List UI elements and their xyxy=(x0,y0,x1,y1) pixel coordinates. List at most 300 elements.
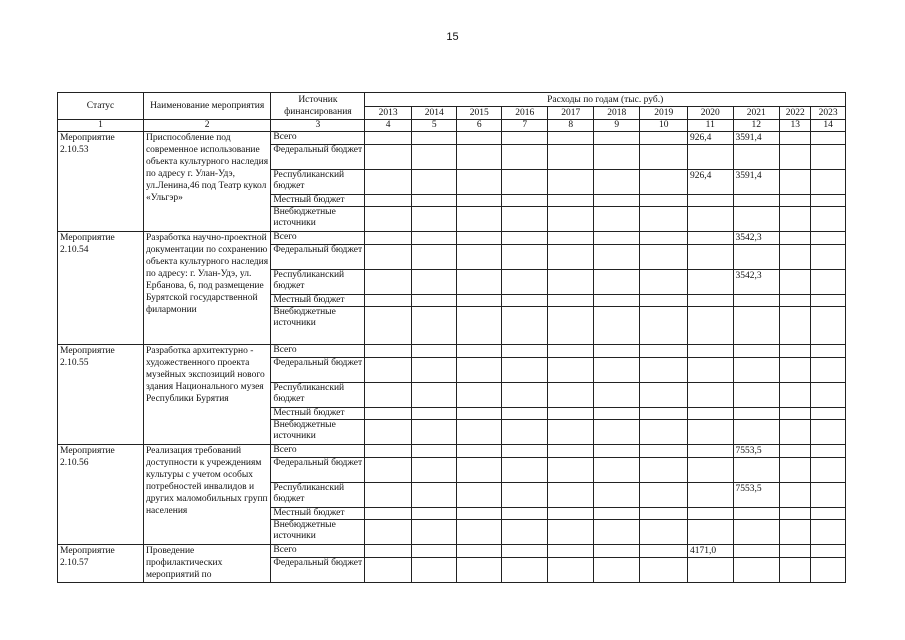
value-2020 xyxy=(688,307,734,345)
empty-value-cell xyxy=(780,383,811,408)
column-number: 5 xyxy=(411,120,457,132)
year-header: 2014 xyxy=(411,107,457,120)
funding-source: Всего xyxy=(271,132,365,145)
year-header: 2018 xyxy=(593,107,640,120)
empty-value-cell xyxy=(640,420,688,445)
value-2020 xyxy=(688,145,734,170)
empty-value-cell xyxy=(780,508,811,520)
year-header: 2017 xyxy=(548,107,594,120)
value-2021 xyxy=(733,195,780,207)
value-2021: 3591,4 xyxy=(733,170,780,195)
column-number: 2 xyxy=(143,120,270,132)
year-header: 2015 xyxy=(457,107,502,120)
source-header: Источник финансирования xyxy=(271,93,365,120)
value-2020 xyxy=(688,295,734,307)
empty-value-cell xyxy=(411,170,457,195)
empty-value-cell xyxy=(640,207,688,232)
value-2020 xyxy=(688,483,734,508)
empty-value-cell xyxy=(457,145,502,170)
empty-value-cell xyxy=(457,270,502,295)
value-2020 xyxy=(688,458,734,483)
empty-value-cell xyxy=(548,420,594,445)
event-status: Мероприятие 2.10.53 xyxy=(58,132,144,232)
empty-value-cell xyxy=(457,307,502,345)
empty-value-cell xyxy=(501,245,548,270)
empty-value-cell xyxy=(548,345,594,358)
event-name: Проведение профилактических мероприятий по xyxy=(143,545,270,583)
empty-value-cell xyxy=(501,545,548,558)
empty-value-cell xyxy=(811,520,846,545)
value-2021 xyxy=(733,508,780,520)
empty-value-cell xyxy=(365,483,412,508)
page-number: 15 xyxy=(446,31,459,43)
empty-value-cell xyxy=(411,232,457,245)
empty-value-cell xyxy=(640,295,688,307)
funding-source: Местный бюджет xyxy=(271,408,365,420)
empty-value-cell xyxy=(640,358,688,383)
value-2020 xyxy=(688,383,734,408)
event-name: Приспособление под современное использование объекта культурного наследия по адресу г. Улан-Удэ, ул.Ленина,46 под Театр кукол «Ульгэр» xyxy=(143,132,270,232)
empty-value-cell xyxy=(640,558,688,583)
empty-value-cell xyxy=(811,207,846,232)
column-numbers-row xyxy=(58,120,846,132)
empty-value-cell xyxy=(501,307,548,345)
value-2021: 7553,5 xyxy=(733,445,780,458)
empty-value-cell xyxy=(501,458,548,483)
empty-value-cell xyxy=(411,195,457,207)
value-2020 xyxy=(688,358,734,383)
column-number: 8 xyxy=(548,120,594,132)
empty-value-cell xyxy=(457,383,502,408)
empty-value-cell xyxy=(457,232,502,245)
column-number: 13 xyxy=(780,120,811,132)
empty-value-cell xyxy=(457,558,502,583)
column-number: 10 xyxy=(640,120,688,132)
empty-value-cell xyxy=(640,408,688,420)
table-row xyxy=(58,232,846,245)
empty-value-cell xyxy=(548,445,594,458)
expenses-table xyxy=(57,92,846,583)
event-name: Разработка архитектурно - художественного проекта музейных экспозиций нового здания Национального музея Республики Бурятия xyxy=(143,345,270,445)
value-2020: 4171,0 xyxy=(688,545,734,558)
empty-value-cell xyxy=(365,445,412,458)
column-number: 3 xyxy=(271,120,365,132)
empty-value-cell xyxy=(457,170,502,195)
value-2020 xyxy=(688,520,734,545)
empty-value-cell xyxy=(457,295,502,307)
empty-value-cell xyxy=(457,345,502,358)
empty-value-cell xyxy=(365,195,412,207)
empty-value-cell xyxy=(457,508,502,520)
empty-value-cell xyxy=(780,545,811,558)
empty-value-cell xyxy=(457,420,502,445)
empty-value-cell xyxy=(411,458,457,483)
value-2021 xyxy=(733,520,780,545)
empty-value-cell xyxy=(780,458,811,483)
value-2021 xyxy=(733,545,780,558)
year-header: 2020 xyxy=(688,107,734,120)
value-2021 xyxy=(733,245,780,270)
column-number: 11 xyxy=(688,120,734,132)
empty-value-cell xyxy=(640,145,688,170)
funding-source: Республиканский бюджет xyxy=(271,270,365,295)
event-status: Мероприятие 2.10.54 xyxy=(58,232,144,345)
empty-value-cell xyxy=(548,508,594,520)
value-2021 xyxy=(733,145,780,170)
funding-source: Республиканский бюджет xyxy=(271,170,365,195)
empty-value-cell xyxy=(501,345,548,358)
empty-value-cell xyxy=(457,358,502,383)
table-row xyxy=(58,545,846,558)
empty-value-cell xyxy=(780,558,811,583)
empty-value-cell xyxy=(811,445,846,458)
event-name: Реализация требований доступности к учреждениям культуры с учетом особых потребностей инвалидов и других маломобильных групп населения xyxy=(143,445,270,545)
empty-value-cell xyxy=(811,170,846,195)
empty-value-cell xyxy=(457,445,502,458)
empty-value-cell xyxy=(811,420,846,445)
event-status: Мероприятие 2.10.56 xyxy=(58,445,144,545)
empty-value-cell xyxy=(501,508,548,520)
empty-value-cell xyxy=(365,408,412,420)
empty-value-cell xyxy=(411,558,457,583)
value-2020 xyxy=(688,345,734,358)
empty-value-cell xyxy=(548,207,594,232)
empty-value-cell xyxy=(411,295,457,307)
empty-value-cell xyxy=(548,232,594,245)
value-2020 xyxy=(688,207,734,232)
empty-value-cell xyxy=(640,195,688,207)
empty-value-cell xyxy=(501,445,548,458)
funding-source: Внебюджетные источники xyxy=(271,420,365,445)
value-2021 xyxy=(733,358,780,383)
empty-value-cell xyxy=(780,195,811,207)
value-2020 xyxy=(688,408,734,420)
funding-source: Федеральный бюджет xyxy=(271,245,365,270)
funding-source: Внебюджетные источники xyxy=(271,520,365,545)
empty-value-cell xyxy=(365,558,412,583)
empty-value-cell xyxy=(365,458,412,483)
value-2021: 3542,3 xyxy=(733,270,780,295)
empty-value-cell xyxy=(640,345,688,358)
empty-value-cell xyxy=(811,483,846,508)
empty-value-cell xyxy=(811,458,846,483)
empty-value-cell xyxy=(411,207,457,232)
column-number: 7 xyxy=(501,120,548,132)
empty-value-cell xyxy=(501,520,548,545)
funding-source: Местный бюджет xyxy=(271,295,365,307)
funding-source: Всего xyxy=(271,232,365,245)
funding-source: Республиканский бюджет xyxy=(271,383,365,408)
header-row xyxy=(58,93,846,107)
empty-value-cell xyxy=(548,245,594,270)
empty-value-cell xyxy=(780,345,811,358)
empty-value-cell xyxy=(593,408,640,420)
empty-value-cell xyxy=(457,245,502,270)
empty-value-cell xyxy=(365,358,412,383)
empty-value-cell xyxy=(780,295,811,307)
empty-value-cell xyxy=(365,132,412,145)
empty-value-cell xyxy=(640,245,688,270)
year-header: 2023 xyxy=(811,107,846,120)
empty-value-cell xyxy=(593,483,640,508)
empty-value-cell xyxy=(640,545,688,558)
empty-value-cell xyxy=(640,458,688,483)
empty-value-cell xyxy=(811,508,846,520)
empty-value-cell xyxy=(548,358,594,383)
empty-value-cell xyxy=(811,232,846,245)
empty-value-cell xyxy=(457,195,502,207)
empty-value-cell xyxy=(411,445,457,458)
empty-value-cell xyxy=(780,145,811,170)
empty-value-cell xyxy=(593,358,640,383)
value-2021 xyxy=(733,307,780,345)
value-2021: 3542,3 xyxy=(733,232,780,245)
empty-value-cell xyxy=(811,545,846,558)
empty-value-cell xyxy=(501,207,548,232)
empty-value-cell xyxy=(780,207,811,232)
year-header: 2013 xyxy=(365,107,412,120)
value-2021 xyxy=(733,458,780,483)
empty-value-cell xyxy=(780,132,811,145)
empty-value-cell xyxy=(780,420,811,445)
empty-value-cell xyxy=(593,145,640,170)
empty-value-cell xyxy=(548,307,594,345)
empty-value-cell xyxy=(501,408,548,420)
empty-value-cell xyxy=(811,195,846,207)
status-header: Статус xyxy=(58,93,144,120)
value-2020 xyxy=(688,195,734,207)
table-row xyxy=(58,132,846,145)
empty-value-cell xyxy=(501,170,548,195)
value-2021 xyxy=(733,345,780,358)
empty-value-cell xyxy=(811,245,846,270)
empty-value-cell xyxy=(411,408,457,420)
table-row xyxy=(58,345,846,358)
year-header: 2021 xyxy=(733,107,780,120)
empty-value-cell xyxy=(780,445,811,458)
empty-value-cell xyxy=(780,520,811,545)
empty-value-cell xyxy=(640,132,688,145)
empty-value-cell xyxy=(501,383,548,408)
empty-value-cell xyxy=(365,245,412,270)
event-status: Мероприятие 2.10.57 xyxy=(58,545,144,583)
value-2021: 3591,4 xyxy=(733,132,780,145)
empty-value-cell xyxy=(640,508,688,520)
empty-value-cell xyxy=(593,270,640,295)
empty-value-cell xyxy=(548,458,594,483)
empty-value-cell xyxy=(411,145,457,170)
empty-value-cell xyxy=(548,408,594,420)
empty-value-cell xyxy=(593,170,640,195)
empty-value-cell xyxy=(411,270,457,295)
value-2020 xyxy=(688,245,734,270)
empty-value-cell xyxy=(501,132,548,145)
empty-value-cell xyxy=(593,458,640,483)
empty-value-cell xyxy=(811,383,846,408)
value-2020: 926,4 xyxy=(688,170,734,195)
empty-value-cell xyxy=(457,458,502,483)
column-number: 6 xyxy=(457,120,502,132)
empty-value-cell xyxy=(457,408,502,420)
empty-value-cell xyxy=(457,520,502,545)
empty-value-cell xyxy=(811,145,846,170)
empty-value-cell xyxy=(780,408,811,420)
empty-value-cell xyxy=(780,232,811,245)
empty-value-cell xyxy=(411,383,457,408)
empty-value-cell xyxy=(593,558,640,583)
funding-source: Федеральный бюджет xyxy=(271,358,365,383)
empty-value-cell xyxy=(457,207,502,232)
empty-value-cell xyxy=(411,508,457,520)
empty-value-cell xyxy=(501,145,548,170)
value-2020 xyxy=(688,445,734,458)
value-2020 xyxy=(688,270,734,295)
empty-value-cell xyxy=(501,558,548,583)
empty-value-cell xyxy=(548,383,594,408)
empty-value-cell xyxy=(548,520,594,545)
column-number: 1 xyxy=(58,120,144,132)
empty-value-cell xyxy=(593,520,640,545)
empty-value-cell xyxy=(548,195,594,207)
empty-value-cell xyxy=(593,207,640,232)
empty-value-cell xyxy=(593,383,640,408)
empty-value-cell xyxy=(457,545,502,558)
funding-source: Всего xyxy=(271,345,365,358)
empty-value-cell xyxy=(548,270,594,295)
empty-value-cell xyxy=(365,383,412,408)
empty-value-cell xyxy=(365,170,412,195)
empty-value-cell xyxy=(365,420,412,445)
empty-value-cell xyxy=(365,207,412,232)
empty-value-cell xyxy=(593,232,640,245)
empty-value-cell xyxy=(640,307,688,345)
empty-value-cell xyxy=(365,545,412,558)
year-header: 2022 xyxy=(780,107,811,120)
empty-value-cell xyxy=(811,270,846,295)
empty-value-cell xyxy=(640,520,688,545)
empty-value-cell xyxy=(501,195,548,207)
empty-value-cell xyxy=(640,483,688,508)
empty-value-cell xyxy=(501,420,548,445)
empty-value-cell xyxy=(501,483,548,508)
empty-value-cell xyxy=(501,295,548,307)
empty-value-cell xyxy=(548,483,594,508)
column-number: 12 xyxy=(733,120,780,132)
empty-value-cell xyxy=(593,420,640,445)
empty-value-cell xyxy=(780,358,811,383)
empty-value-cell xyxy=(640,170,688,195)
empty-value-cell xyxy=(365,232,412,245)
value-2021 xyxy=(733,420,780,445)
empty-value-cell xyxy=(640,383,688,408)
empty-value-cell xyxy=(411,307,457,345)
empty-value-cell xyxy=(365,307,412,345)
empty-value-cell xyxy=(365,520,412,545)
empty-value-cell xyxy=(365,270,412,295)
event-status: Мероприятие 2.10.55 xyxy=(58,345,144,445)
value-2021 xyxy=(733,383,780,408)
funding-source: Республиканский бюджет xyxy=(271,483,365,508)
year-header: 2019 xyxy=(640,107,688,120)
empty-value-cell xyxy=(548,132,594,145)
empty-value-cell xyxy=(593,307,640,345)
empty-value-cell xyxy=(548,295,594,307)
empty-value-cell xyxy=(457,132,502,145)
empty-value-cell xyxy=(811,132,846,145)
empty-value-cell xyxy=(593,195,640,207)
empty-value-cell xyxy=(811,345,846,358)
empty-value-cell xyxy=(811,307,846,345)
empty-value-cell xyxy=(457,483,502,508)
column-number: 4 xyxy=(365,120,412,132)
empty-value-cell xyxy=(365,345,412,358)
empty-value-cell xyxy=(411,545,457,558)
funding-source: Местный бюджет xyxy=(271,195,365,207)
expenses-header: Расходы по годам (тыс. руб.) xyxy=(365,93,846,107)
empty-value-cell xyxy=(411,520,457,545)
event-name: Разработка научно-проектной документации по сохранению объекта культурного наследия по адресу: г. Улан-Удэ, ул. Ербанова, 6, под размещение Бурятской государственной филармонии xyxy=(143,232,270,345)
value-2021 xyxy=(733,295,780,307)
empty-value-cell xyxy=(593,245,640,270)
empty-value-cell xyxy=(365,145,412,170)
empty-value-cell xyxy=(501,358,548,383)
value-2021: 7553,5 xyxy=(733,483,780,508)
value-2021 xyxy=(733,558,780,583)
empty-value-cell xyxy=(811,358,846,383)
empty-value-cell xyxy=(365,508,412,520)
column-number: 14 xyxy=(811,120,846,132)
funding-source: Внебюджетные источники xyxy=(271,207,365,232)
empty-value-cell xyxy=(548,145,594,170)
empty-value-cell xyxy=(548,545,594,558)
empty-value-cell xyxy=(593,545,640,558)
name-header: Наименование мероприятия xyxy=(143,93,270,120)
funding-source: Местный бюджет xyxy=(271,508,365,520)
empty-value-cell xyxy=(811,408,846,420)
empty-value-cell xyxy=(593,132,640,145)
empty-value-cell xyxy=(780,270,811,295)
empty-value-cell xyxy=(780,483,811,508)
empty-value-cell xyxy=(640,232,688,245)
column-number: 9 xyxy=(593,120,640,132)
value-2021 xyxy=(733,207,780,232)
empty-value-cell xyxy=(411,132,457,145)
empty-value-cell xyxy=(411,483,457,508)
funding-source: Федеральный бюджет xyxy=(271,458,365,483)
empty-value-cell xyxy=(548,170,594,195)
table-row xyxy=(58,445,846,458)
empty-value-cell xyxy=(411,345,457,358)
funding-source: Внебюджетные источники xyxy=(271,307,365,345)
empty-value-cell xyxy=(365,295,412,307)
empty-value-cell xyxy=(593,295,640,307)
empty-value-cell xyxy=(780,307,811,345)
value-2020 xyxy=(688,232,734,245)
value-2020 xyxy=(688,508,734,520)
funding-source: Всего xyxy=(271,445,365,458)
value-2020 xyxy=(688,558,734,583)
empty-value-cell xyxy=(548,558,594,583)
empty-value-cell xyxy=(411,420,457,445)
empty-value-cell xyxy=(640,445,688,458)
empty-value-cell xyxy=(811,558,846,583)
empty-value-cell xyxy=(593,445,640,458)
empty-value-cell xyxy=(811,295,846,307)
empty-value-cell xyxy=(593,508,640,520)
value-2020 xyxy=(688,420,734,445)
year-header: 2016 xyxy=(501,107,548,120)
empty-value-cell xyxy=(411,245,457,270)
